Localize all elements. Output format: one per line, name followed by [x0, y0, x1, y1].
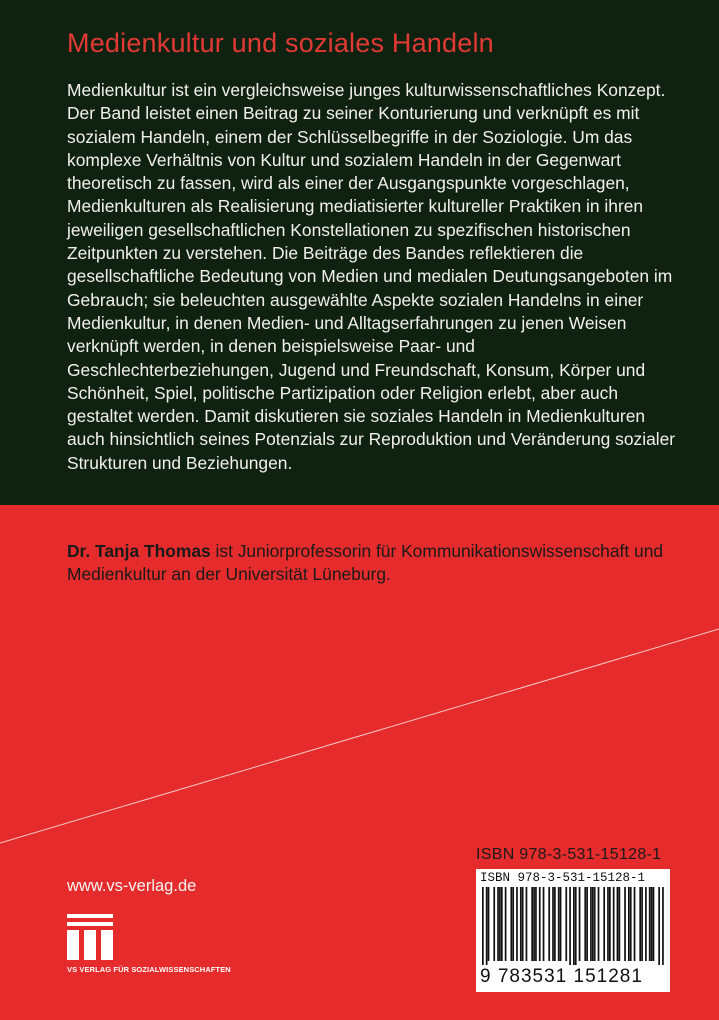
- publisher-url[interactable]: www.vs-verlag.de: [67, 877, 197, 895]
- barcode: [476, 869, 670, 992]
- barcode-bars: [482, 887, 664, 965]
- author-name: Dr. Tanja Thomas: [67, 541, 211, 561]
- author-text: ist Juniorprofessorin für Kommunikationswissenschaft und Medienkultur an der Universität Lüneburg.: [67, 541, 664, 585]
- book-title: Medienkultur und soziales Handeln: [67, 28, 494, 58]
- publisher-name: VS VERLAG FÜR SOZIALWISSENSCHAFTEN: [67, 965, 231, 974]
- publisher-logo-icon: [67, 914, 113, 960]
- barcode-isbn-text: ISBN 978-3-531-15128-1: [480, 871, 646, 885]
- book-blurb: Medienkultur ist ein vergleichsweise junges kulturwissenschaftliches Konzept. Der Band leistet einen Beitrag zu seiner Konturierung und verknüpft es mit sozialem Handeln, einem der Schlüsselbegriffe in der Soziologie. Um das komplexe Verhältnis von Kultur und sozialem Handeln in der Gegenwart theoretisch zu fassen, wird als einer der Ausgangspunkte vorgeschlagen, Medienkulturen als Realisierung mediatisierter kultureller Praktiken in ihren jeweiligen gesellschaftlichen Konstellationen zu spezifischen historischen Zeitpunkten zu verstehen. Die Beiträge des Bandes reflektieren die gesellschaftliche Bedeutung von Medien und medialen Deutungsangeboten im Gebrauch; sie beleuchten ausgewählte Aspekte sozialen Handelns in einer Medienkultur, in denen Medien- und Alltagserfahrungen zu jenen Weisen verknüpft werden, in denen beispielsweise Paar- und Geschlechterbeziehungen, Jugend und Freundschaft, Konsum, Körper und Schönheit, Spiel, politische Partizipation oder Religion erlebt, aber auch gestaltet werden. Damit diskutieren sie soziales Handeln in Medienkulturen auch hinsichtlich seines Potenzials zur Reproduktion und Veränderung sozialer Strukturen und Beziehungen.: [67, 80, 676, 473]
- barcode-number: 9 783531 151281: [480, 966, 643, 987]
- isbn-label: ISBN 978-3-531-15128-1: [476, 846, 662, 863]
- author-bio: [67, 540, 679, 587]
